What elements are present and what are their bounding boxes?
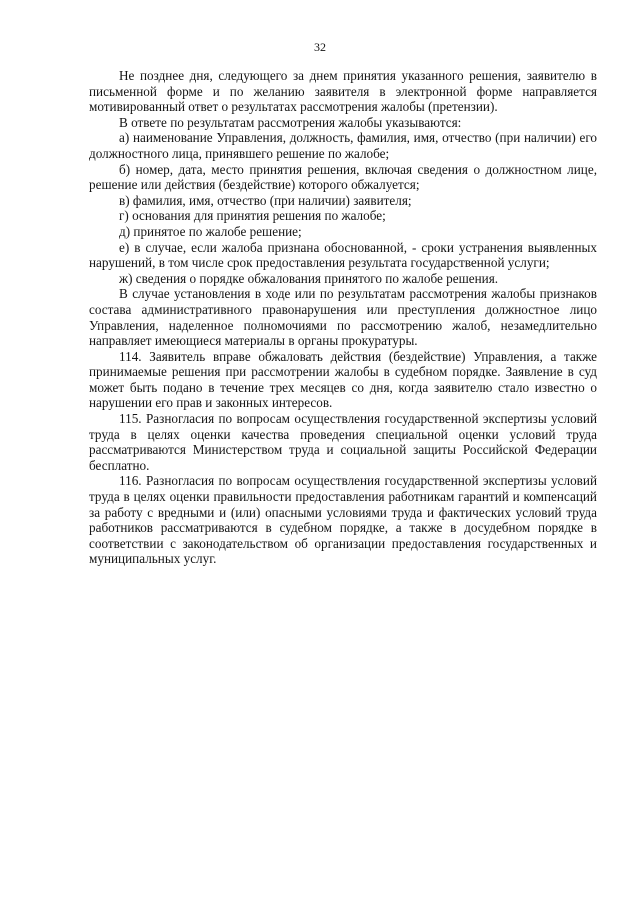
paragraph-115: 115. Разногласия по вопросам осуществления государственной экспертизы условий труда в целях оценки качества проведения специальной оценки условий труда рассматриваются Министерством труда и социальной защиты Российской Федерации бесплатно. xyxy=(89,411,597,473)
list-item-zh: ж) сведения о порядке обжалования принятого по жалобе решения. xyxy=(119,270,499,286)
paragraph-response-contents-intro: В ответе по результатам рассмотрения жалобы указываются: xyxy=(119,114,462,130)
list-item-e: е) в случае, если жалоба признана обоснованной, - сроки устранения выявленных нарушений, в том числе срок предоставления результата государственной услуги; xyxy=(89,239,597,271)
list-item-g: г) основания для принятия решения по жалобе; xyxy=(119,208,386,224)
paragraph-116: 116. Разногласия по вопросам осуществления государственной экспертизы условий труда в целях оценки правильности предоставления работникам гарантий и компенсаций за работу с вредными и (или) опасными условиями труда и фактических условий труда работников рассматриваются в судебном порядке, а также в досудебном порядке в соответствии с законодательством об организации предоставления государственных и муниципальных услуг. xyxy=(89,473,597,567)
list-item-v: в) фамилия, имя, отчество (при наличии) заявителя; xyxy=(119,192,412,208)
list-item-d: д) принятое по жалобе решение; xyxy=(119,223,302,239)
page-number: 32 xyxy=(314,40,326,54)
list-item-a: а) наименование Управления, должность, фамилия, имя, отчество (при наличии) его должностного лица, принявшего решение по жалобе; xyxy=(89,130,597,161)
paragraph-114: 114. Заявитель вправе обжаловать действия (бездействие) Управления, а также принимаемые решения при рассмотрении жалобы в судебном порядке. Заявление в суд может быть подано в течение трех месяцев со дня, когда заявителю стало известно о нарушении его прав и законных интересов. xyxy=(89,348,597,411)
paragraph-response-deadline: Не позднее дня, следующего за днем принятия указанного решения, заявителю в письменной форме и по желанию заявителя в электронной форме направляется мотивированный ответ о результатах рассмотрения жалобы (претензии). xyxy=(89,68,597,115)
list-item-b: б) номер, дата, место принятия решения, включая сведения о должностном лице, решение или действия (бездействие) которого обжалуется; xyxy=(89,161,597,193)
paragraph-violation-referral: В случае установления в ходе или по результатам рассмотрения жалобы признаков состава административного правонарушения или преступления должностное лицо Управления, наделенное полномочиями по рассмотрению жалоб, незамедлительно направляет имеющиеся материалы в органы прокуратуры. xyxy=(89,286,597,349)
document-body xyxy=(89,68,597,567)
